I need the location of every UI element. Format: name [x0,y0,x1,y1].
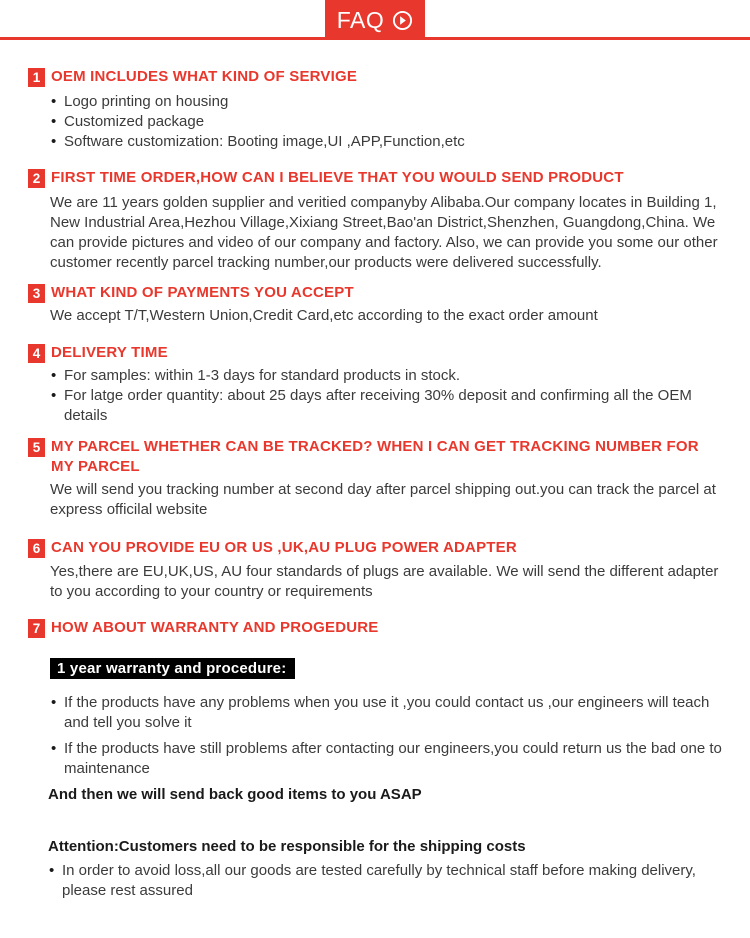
bullet-text: If the products have still problems after contacting our engineers,you could return us the bad one to maintenance [64,740,722,777]
bullet-text: If the products have any problems when you use it ,you could contact us ,our engineers will teach and tell you solve it [64,694,710,731]
header [0,0,750,40]
item-number-badge: 7 [28,619,45,638]
bullet-dot-icon: • [51,387,57,404]
faq-item-4 [28,343,722,426]
item-number-badge: 2 [28,169,45,188]
bullet-item [50,386,722,426]
item-title: HOW ABOUT WARRANTY AND PROGEDURE [51,619,379,636]
bullet-text: Customized package [64,113,205,130]
faq-title: FAQ [336,6,385,33]
faq-item-2 [28,168,722,273]
item-title: OEM INCLUDES WHAT KIND OF SERVIGE [51,68,358,85]
bullet-item [50,132,722,152]
item-number-badge: 4 [28,344,45,363]
item-paragraph: We accept T/T,Western Union,Credit Card,etc according to the exact order amount [50,307,598,324]
item-title: DELIVERY TIME [51,344,168,361]
item-number-badge: 6 [28,539,45,558]
bullet-dot-icon: • [51,367,57,384]
item-number-badge: 5 [28,438,45,457]
bullet-dot-icon: • [51,740,57,757]
item-paragraph: We will send you tracking number at second day after parcel shipping out.you can track the parcel at express officilal website [50,481,716,518]
warranty-closing: And then we will send back good items to you ASAP [48,786,422,803]
bullet-dot-icon: • [51,113,57,130]
faq-item-7 [28,618,722,805]
bullet-item [50,693,722,733]
item-number-badge: 1 [28,68,45,87]
faq-item-6 [28,538,722,602]
bullet-text: In order to avoid loss,all our goods are tested carefully by technical staff before making delivery, please rest assured [62,862,696,899]
attention-block [28,837,722,901]
bullet-text: For latge order quantity: about 25 days after receiving 30% deposit and confirming all the OEM details [64,387,692,424]
bullet-list [28,366,722,426]
bullet-item [50,366,722,386]
item-title: WHAT KIND OF PAYMENTS YOU ACCEPT [51,284,354,301]
warranty-bullet-list [28,693,722,779]
bullet-dot-icon: • [49,862,55,879]
bullet-item [50,92,722,112]
item-title: CAN YOU PROVIDE EU OR US ,UK,AU PLUG POWER ADAPTER [51,539,517,556]
bullet-item [50,112,722,132]
bullet-dot-icon: • [51,694,57,711]
item-paragraph: Yes,there are EU,UK,US, AU four standards of plugs are available. We will send the different adapter to you according to your country or requirements [50,563,719,600]
item-title: FIRST TIME ORDER,HOW CAN I BELIEVE THAT YOU WOULD SEND PRODUCT [51,169,624,186]
circle-play-arrow-icon [392,10,413,31]
bullet-item [48,861,720,901]
item-number-badge: 3 [28,284,45,303]
faq-item-3 [28,283,722,326]
faq-item-1 [28,67,722,152]
bullet-dot-icon: • [51,133,57,150]
bullet-text: Logo printing on housing [64,93,229,110]
bullet-item [50,739,722,779]
item-paragraph: We are 11 years golden supplier and veritied companyby Alibaba.Our company locates in Building 1, New Industrial Area,Hezhou Village,Xixiang Street,Bao'an District,Shenzhen, Guangdong,China. We can provide pictures and video of our company and factory. Also, we can provide you some our other customer recently parcel tracking number,our products were delivered successfully. [50,194,718,271]
bullet-text: For samples: within 1-3 days for standard products in stock. [64,367,461,384]
faq-banner [325,0,425,40]
bullet-dot-icon: • [51,93,57,110]
warranty-ribbon: 1 year warranty and procedure: [50,658,295,679]
bullet-list [28,92,722,152]
attention-bullet-list [28,861,720,901]
attention-heading: Attention:Customers need to be responsible for the shipping costs [48,838,526,855]
bullet-text: Software customization: Booting image,UI ,APP,Function,etc [64,133,465,150]
faq-content [0,67,750,901]
faq-item-5 [28,437,722,520]
item-title: MY PARCEL WHETHER CAN BE TRACKED? WHEN I CAN GET TRACKING NUMBER FOR MY PARCEL [51,438,699,475]
